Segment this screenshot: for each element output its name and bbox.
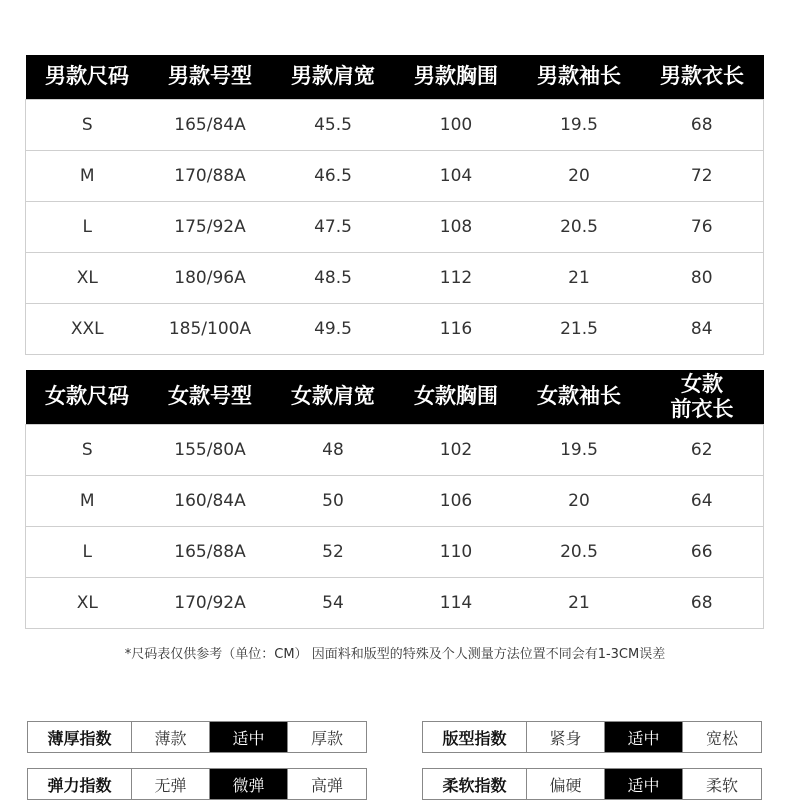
cell-size: XL (26, 253, 149, 304)
elasticity-option-high[interactable]: 高弹 (310, 775, 343, 795)
fit-option-slim[interactable]: 紧身 (527, 722, 605, 752)
thickness-index-label: 薄厚指数 (28, 722, 132, 752)
women-header-model: 女款号型 (149, 370, 272, 425)
table-row (26, 527, 764, 578)
cell-size: S (26, 425, 149, 476)
cell-sleeve: 20 (518, 151, 641, 202)
cell-model: 170/88A (149, 151, 272, 202)
cell-model: 160/84A (149, 476, 272, 527)
women-header-front-length-line2: 前衣长 (670, 397, 734, 421)
cell-size: S (26, 100, 149, 151)
cell-shoulder: 47.5 (272, 202, 395, 253)
cell-chest: 112 (395, 253, 518, 304)
women-header-size: 女款尺码 (26, 370, 149, 425)
cell-sleeve: 20 (518, 476, 641, 527)
cell-size: M (26, 151, 149, 202)
cell-sleeve: 21.5 (518, 304, 641, 355)
fit-index-label: 版型指数 (423, 722, 527, 752)
cell-shoulder: 48 (272, 425, 395, 476)
table-row (26, 476, 764, 527)
men-header-size: 男款尺码 (26, 55, 149, 100)
thickness-option-thick[interactable]: 厚款 (310, 728, 343, 748)
softness-option-soft[interactable]: 柔软 (705, 775, 738, 795)
cell-model: 175/92A (149, 202, 272, 253)
cell-chest: 106 (395, 476, 518, 527)
elasticity-option-slight[interactable]: 微弹 (210, 769, 288, 799)
cell-chest: 108 (395, 202, 518, 253)
women-size-table (25, 370, 764, 629)
cell-sleeve: 20.5 (518, 527, 641, 578)
women-header-front-length (641, 370, 764, 425)
softness-index (422, 768, 762, 800)
cell-model: 180/96A (149, 253, 272, 304)
cell-size: L (26, 527, 149, 578)
elasticity-option-none[interactable]: 无弹 (132, 769, 210, 799)
women-header-row (26, 370, 764, 425)
fit-index (422, 721, 762, 753)
table-row (26, 202, 764, 253)
cell-model: 185/100A (149, 304, 272, 355)
cell-chest: 116 (395, 304, 518, 355)
cell-front-length: 66 (641, 527, 764, 578)
men-header-model: 男款号型 (149, 55, 272, 100)
men-header-sleeve: 男款袖长 (518, 55, 641, 100)
softness-option-stiff[interactable]: 偏硬 (527, 769, 605, 799)
table-row (26, 578, 764, 629)
table-row (26, 151, 764, 202)
cell-length: 80 (641, 253, 764, 304)
cell-sleeve: 21 (518, 253, 641, 304)
table-row (26, 253, 764, 304)
cell-model: 155/80A (149, 425, 272, 476)
cell-model: 165/84A (149, 100, 272, 151)
table-row (26, 304, 764, 355)
women-header-chest: 女款胸围 (395, 370, 518, 425)
cell-sleeve: 21 (518, 578, 641, 629)
cell-shoulder: 49.5 (272, 304, 395, 355)
men-header-row (26, 55, 764, 100)
cell-front-length: 62 (641, 425, 764, 476)
cell-size: XL (26, 578, 149, 629)
table-row (26, 100, 764, 151)
cell-model: 165/88A (149, 527, 272, 578)
cell-shoulder: 48.5 (272, 253, 395, 304)
elasticity-index-label: 弹力指数 (28, 769, 132, 799)
fit-option-loose[interactable]: 宽松 (705, 728, 738, 748)
cell-length: 72 (641, 151, 764, 202)
cell-length: 76 (641, 202, 764, 253)
elasticity-index (27, 768, 367, 800)
cell-front-length: 64 (641, 476, 764, 527)
men-size-table (25, 55, 764, 355)
cell-shoulder: 50 (272, 476, 395, 527)
softness-index-label: 柔软指数 (423, 769, 527, 799)
women-header-front-length-line1: 女款 (681, 371, 723, 396)
cell-sleeve: 19.5 (518, 100, 641, 151)
cell-sleeve: 19.5 (518, 425, 641, 476)
cell-shoulder: 45.5 (272, 100, 395, 151)
cell-chest: 102 (395, 425, 518, 476)
cell-model: 170/92A (149, 578, 272, 629)
table-row (26, 425, 764, 476)
cell-shoulder: 54 (272, 578, 395, 629)
cell-size: L (26, 202, 149, 253)
cell-size: M (26, 476, 149, 527)
thickness-option-medium[interactable]: 适中 (210, 722, 288, 752)
women-header-shoulder: 女款肩宽 (272, 370, 395, 425)
cell-sleeve: 20.5 (518, 202, 641, 253)
cell-length: 68 (641, 100, 764, 151)
men-header-length: 男款衣长 (641, 55, 764, 100)
cell-chest: 110 (395, 527, 518, 578)
cell-chest: 100 (395, 100, 518, 151)
cell-chest: 104 (395, 151, 518, 202)
men-header-chest: 男款胸围 (395, 55, 518, 100)
cell-length: 84 (641, 304, 764, 355)
women-header-sleeve: 女款袖长 (518, 370, 641, 425)
cell-size: XXL (26, 304, 149, 355)
cell-shoulder: 46.5 (272, 151, 395, 202)
cell-shoulder: 52 (272, 527, 395, 578)
thickness-option-thin[interactable]: 薄款 (132, 722, 210, 752)
fit-option-regular[interactable]: 适中 (605, 722, 683, 752)
men-header-shoulder: 男款肩宽 (272, 55, 395, 100)
thickness-index (27, 721, 367, 753)
cell-chest: 114 (395, 578, 518, 629)
size-disclaimer-note: *尺码表仅供参考（单位：CM） 因面料和版型的特殊及个人测量方法位置不同会有1-3CM误差 (124, 647, 666, 662)
cell-front-length: 68 (641, 578, 764, 629)
softness-option-medium[interactable]: 适中 (605, 769, 683, 799)
